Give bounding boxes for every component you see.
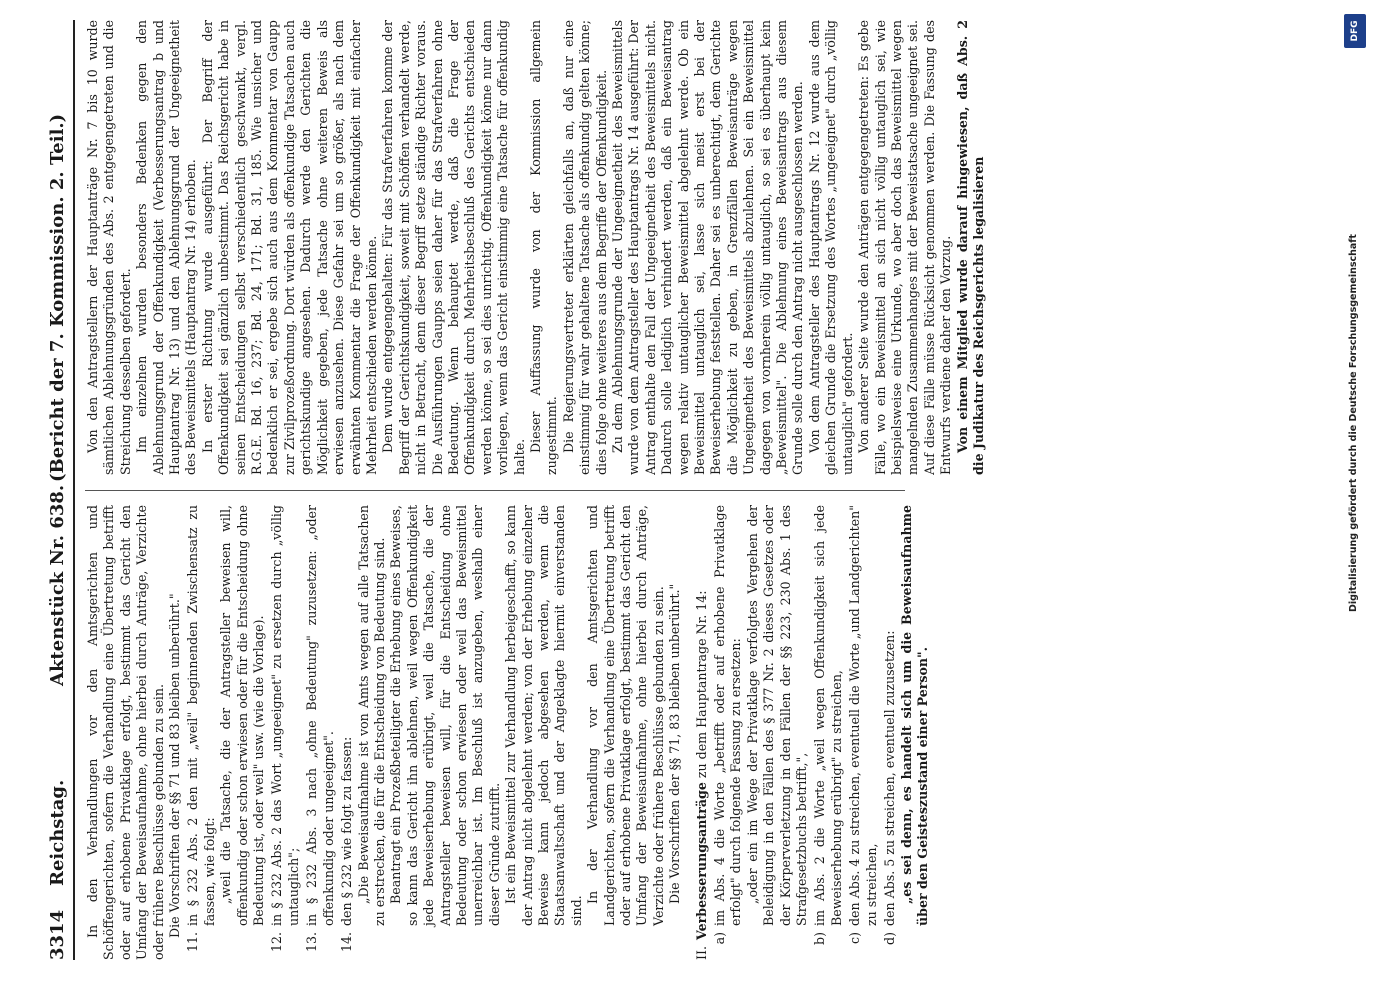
sub-item-b: [812, 505, 845, 960]
item-text: den § 232 wie folgt zu fassen:: [339, 736, 355, 926]
page-header: [45, 20, 75, 960]
item-letter: d): [882, 932, 898, 945]
item-letter: b): [812, 932, 828, 945]
item-quote: In der Verhandlung vor den Amtsgerichten und Landgerichten, sofern die Verhandlung eine Übertretung betrifft oder auf erhobene Privatklage erfolgt, bestimmt das Gericht den Umfang der Beweisaufnahme, ohne hierbei durch Anträge, Verzichte oder frühere Beschlüsse gebunden zu sein.: [585, 505, 666, 926]
paragraph: Im einzelnen wurden besonders Bedenken gegen den Ablehnungsgrund der Offenkundigkeit (Verbesserungsantrag b und Hauptantrag Nr. 13) und den Ablehnungsgrund der Ungeeignetheit des Beweismittels (Hauptantrag Nr. 14) erhoben.: [134, 20, 199, 475]
paragraph: In erster Richtung wurde ausgeführt: Der Begriff der Offenkundigkeit sei gänzlich unbestimmt. Das Reichsgericht habe in seinen Entscheidungen selbst verschiedentlich geschwankt, vergl. R.G.E. Bd. 16, 237; Bd. 24, 171; Bd. 31, 185. Wie unsicher und bedenklich er sei, ergebe sich auch aus dem Kommentar von Gaupp zur Zivilprozeßordnung. Dort würden als offenkundige Tatsachen auch gerichtskundige angesehen. Dadurch werde den Gerichten die Möglichkeit gegeben, jede Tatsache ohne weiteren Beweis als erwiesen anzusehen. Diese Gefahr sei um so größer, als nach dem erwähnten Kommentar die Frage der Offenkundigkeit mit einfacher Mehrheit entschieden werden könne.: [199, 20, 379, 475]
item-quote: „oder ein im Wege der Privatklage verfolgtes Vergehen der Beleidigung in den Fällen des § 377 Nr. 2 dieses Gesetzes oder der Körperverletzung in den Fällen der §§ 223, 230 Abs. 1 des Strafgesetzbuchs betrifft,",: [744, 505, 810, 926]
section-number: II.: [693, 946, 709, 960]
document-page: [45, 20, 1320, 960]
item-letter: a): [712, 932, 728, 945]
list-item-13: [304, 505, 337, 960]
item-quote: „Die Beweisaufnahme ist von Amts wegen auf alle Tatsachen zu erstrecken, die für die Entscheidung von Bedeutung sind.: [355, 505, 387, 926]
right-column: [85, 20, 987, 475]
item-text: den Abs. 5 zu streichen, eventuell zuzusetzen:: [882, 630, 898, 926]
paragraph: Von den Antragstellern der Hauptanträge Nr. 7 bis 10 wurde sämtlichen Ablehnungsgründen des Abs. 2 entgegengetreten und die Streichung desselben gefordert.: [85, 20, 133, 475]
item-text: in § 232 Abs. 2 das Wort „ungeeignet" zu ersetzen durch „völlig untauglich";: [269, 505, 301, 926]
list-item-11: [185, 505, 267, 960]
header-document-number: Aktenstück Nr. 638.: [47, 484, 68, 686]
sub-item-a: [712, 505, 810, 960]
page-number: 3314: [47, 909, 68, 960]
header-reichstag: Reichstag.: [47, 779, 68, 886]
item-quote: Die Vorschriften der §§ 71, 83 bleiben unberührt.": [667, 583, 683, 904]
paragraph: In den Verhandlungen vor den Amtsgerichten und Schöffengerichten, sofern die Verhandlung eine Übertretung betrifft oder auf erhobene Privatklage erfolgt, bestimmt das Gericht den Umfang der Beweisaufnahme, ohne hierbei durch Anträge, Verzichte oder frühere Beschlüsse gebunden zu sein.: [85, 505, 166, 960]
column-divider: [85, 490, 905, 491]
paragraph: Dem wurde entgegengehalten: Für das Strafverfahren komme der Begriff der Gerichtskundigkeit, soweit mit Schöffen verhandelt werde, nicht in Betracht, denn dieser Begriff setze ständige Richter voraus. Die Ausführungen Gaupps seien daher für das Strafverfahren ohne Bedeutung. Wenn behauptet werde, daß die Frage der Offenkundigkeit durch Mehrheitsbeschluß des Gerichts entschieden werden könne, so sei dies unrichtig. Offenkundigkeit könne nur dann vorliegen, wenn das Gericht einstimmig eine Tatsache für offenkundig halte.: [380, 20, 527, 475]
sub-item-c: [847, 505, 880, 960]
sub-item-d: [882, 505, 931, 960]
item-text: im Abs. 2 die Worte „weil wegen Offenkundigkeit sich jede Beweiserhebung erübrigt" zu streichen,: [812, 505, 844, 926]
section-text: zu dem Hauptantrage Nr. 14:: [693, 590, 709, 779]
paragraph: Die Vorschriften der §§ 71 und 83 bleiben unberührt.": [167, 593, 183, 938]
item-quote: Beantragt ein Prozeßbeteiligter die Erhebung eines Beweises, so kann das Gericht ihn ablehnen, weil wegen Offenkundigkeit jede Beweiserhebung erübrigt, weil die Tatsache, die der Antragsteller beweisen will, für die Entscheidung ohne Bedeutung oder schon erwiesen oder weil das Beweismittel unerreichbar ist. Im Beschluß ist anzugeben, weshalb einer dieser Gründe zutrifft.: [388, 505, 502, 926]
item-letter: c): [847, 932, 863, 944]
list-item-14: [339, 505, 684, 960]
item-text: in § 232 Abs. 2 den mit „weil" beginnenden Zwischensatz zu fassen, wie folgt:: [185, 505, 217, 926]
item-number: 12.: [269, 932, 285, 953]
digitization-caption: Digitalisierung gefördert durch die Deutsche Forschungsgemeinschaft: [1348, 234, 1359, 612]
paragraph: Die Regierungsvertreter erklärten gleichfalls an, daß nur eine einstimmig für wahr gehaltene Tatsache als offenkundig gelten könne; dies folge ohne weiteres aus dem Begriffe der Offenkundigkeit.: [560, 20, 609, 475]
paragraph: Dieser Auffassung wurde von der Kommission allgemein zugestimmt.: [527, 20, 560, 475]
item-quote: Ist ein Beweismittel zur Verhandlung herbeigeschafft, so kann der Antrag nicht abgelehnt werden; von der Erhebung einzelner Beweise kann jedoch abgesehen werden, wenn die Staatsanwaltschaft und der Angeklagte hiermit einverstanden sind.: [503, 505, 584, 926]
item-text: im Abs. 4 die Worte „betrifft oder auf erhobene Privatklage erfolgt" durch folgende Fassung zu ersetzen:: [712, 505, 744, 926]
paragraph: Von dem Antragsteller des Hauptantrags Nr. 12 wurde aus dem gleichen Grunde die Ersetzung des Wortes „ungeeignet" durch „völlig untauglich" gefordert.: [806, 20, 855, 475]
paragraph: Von anderer Seite wurde den Anträgen entgegengetreten: Es gebe Fälle, wo ein Beweismittel an sich nicht völlig untauglich sei, wie beispielsweise eine Urkunde, wo aber doch das Beweismittel wegen mangelnden Zusammenhanges mit der Beweistatsache ungeeignet sei. Auf diese Fälle müsse Rücksicht genommen werden. Die Fassung des Entwurfs verdiene daher den Vorzug.: [856, 20, 954, 475]
left-column: [85, 505, 931, 960]
item-text: in § 232 Abs. 3 nach „ohne Bedeutung" zuzusetzen: „oder offenkundig oder ungeeignet".: [304, 505, 336, 926]
digitization-sidebar: [1338, 8, 1372, 992]
section-ii: [694, 505, 710, 960]
section-title: Verbesserungsanträge: [693, 782, 709, 940]
paragraph: Zu dem Ablehnungsgrunde der Ungeeignetheit des Beweismittels wurde von dem Antragsteller des Hauptantrags Nr. 14 ausgeführt: Der Antrag enthalte den Fall der Ungeeignetheit des Beweismittels nicht. Dadurch solle lediglich verhindert werden, daß ein Beweisantrag wegen relativ untauglicher Beweismittel abgelehnt werde. Ob ein Beweismittel untauglich sei, lasse sich meist erst bei der Beweiserhebung feststellen. Daher sei es unberechtigt, dem Gerichte die Möglichkeit zu geben, in Grenzfällen Beweisanträge wegen Ungeeignetheit des Beweismittels abzulehnen. Sei ein Beweismittel dagegen von vornherein völlig untauglich, so sei es überhaupt kein „Beweismittel". Die Ablehnung eines Beweisantrags aus diesem Grunde solle durch den Antrag nicht ausgeschlossen werden.: [610, 20, 806, 475]
item-text: den Abs. 4 zu streichen, eventuell die Worte „und Landgerichten" zu streichen,: [847, 505, 879, 926]
list-item-12: [269, 505, 302, 960]
dfg-logo: DFG: [1344, 14, 1366, 48]
paragraph: Von einem Mitglied wurde darauf hingewiesen, daß Abs. 2 die Judikatur des Reichsgerichts legalisieren: [954, 20, 986, 475]
item-number: 13.: [304, 932, 320, 953]
item-quote: „weil die Tatsache, die der Antragsteller beweisen will, offenkundig oder schon erwiesen oder für die Entscheidung ohne Bedeutung ist, oder weil" usw. (wie die Vorlage).: [218, 505, 267, 926]
item-number: 11.: [185, 932, 201, 953]
header-report-title: (Bericht der 7. Kommission. 2. Teil.): [47, 113, 68, 482]
item-quote: „es sei denn, es handelt sich um die Beweisaufnahme über den Geisteszustand einer Person".: [898, 505, 930, 926]
item-number: 14.: [339, 932, 355, 953]
